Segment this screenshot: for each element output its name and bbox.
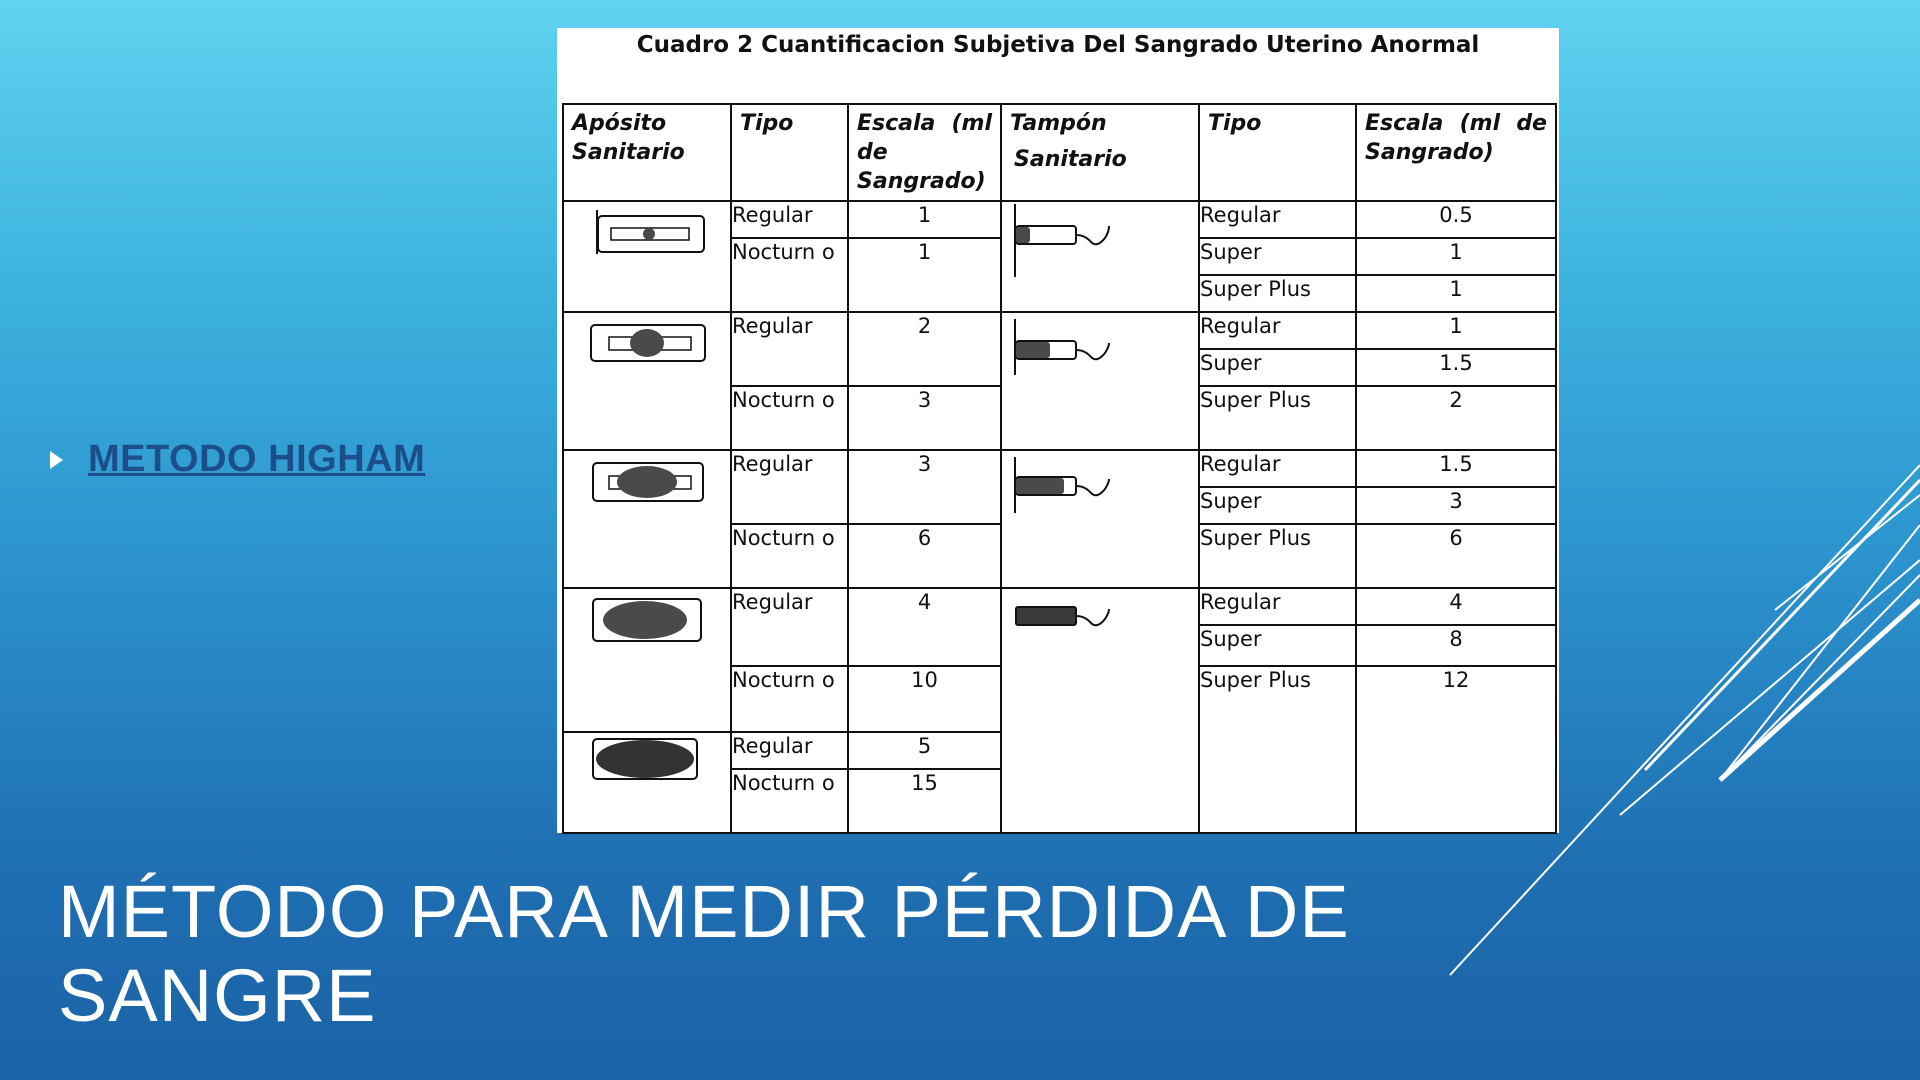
tampon-tipo-cell: Regular (1199, 312, 1356, 349)
tampon-tipo-cell: Regular (1199, 588, 1356, 625)
table-row (563, 201, 1556, 238)
tampon-ml-cell: 0.5 (1356, 201, 1556, 238)
table-row (563, 312, 1556, 349)
header-escala-pad: Escala (ml de Sangrado) (848, 104, 1001, 201)
pad-stain-full-icon (563, 732, 731, 833)
pad-tipo-cell: Regular (731, 450, 848, 524)
tampon-tipo-cell: Super (1199, 349, 1356, 386)
table-row (563, 588, 1556, 625)
pad-tipo-cell: Regular (731, 732, 848, 769)
header-tipo-pad: Tipo (731, 104, 848, 201)
table-caption: Cuadro 2 Cuantificacion Subjetiva Del Sangrado Uterino Anormal (636, 32, 1480, 58)
bullet-triangle-icon (50, 451, 63, 469)
tampon-stain-medium-icon (1001, 450, 1199, 588)
pad-tipo-cell: Nocturn o (731, 666, 848, 732)
pad-tipo-cell: Regular (731, 588, 848, 666)
slide-title-line1: MÉTODO PARA MEDIR PÉRDIDA DE (58, 870, 1350, 953)
pad-ml-cell: 3 (848, 450, 1001, 524)
tampon-tipo-cell: Super (1199, 238, 1356, 275)
tampon-ml-cell: 3 (1356, 487, 1556, 524)
pad-stain-medium-icon (563, 450, 731, 588)
tampon-ml-cell: 6 (1356, 524, 1556, 588)
tampon-tipo-cell: Super (1199, 625, 1356, 666)
tampon-tipo-cell: Super Plus (1199, 524, 1356, 588)
metodo-higham-link[interactable]: METODO HIGHAM (88, 438, 426, 480)
header-escala-tampon: Escala (ml de Sangrado) (1356, 104, 1556, 201)
pad-tipo-cell: Nocturn o (731, 769, 848, 833)
tampon-ml-cell: 1 (1356, 312, 1556, 349)
pad-stain-small-icon (563, 312, 731, 450)
pad-stain-tiny-icon (563, 201, 731, 312)
pad-ml-cell: 6 (848, 524, 1001, 588)
tampon-ml-cell: 2 (1356, 386, 1556, 450)
blood-loss-table (562, 103, 1557, 834)
tampon-tipo-cell: Super Plus (1199, 275, 1356, 312)
tampon-ml-cell: 12 (1356, 666, 1556, 833)
pad-ml-cell: 1 (848, 201, 1001, 238)
tampon-stain-small-icon (1001, 312, 1199, 450)
table-header-row (563, 104, 1556, 201)
tampon-stain-tiny-icon (1001, 201, 1199, 312)
header-tampon: Tampón Sanitario (1001, 104, 1199, 201)
tampon-ml-cell: 8 (1356, 625, 1556, 666)
tampon-ml-cell: 1 (1356, 275, 1556, 312)
pad-tipo-cell: Nocturn o (731, 524, 848, 588)
header-tipo-tampon: Tipo (1199, 104, 1356, 201)
tampon-tipo-cell: Super Plus (1199, 666, 1356, 833)
bullet-item (50, 438, 425, 481)
tampon-stain-full-icon (1001, 588, 1199, 833)
pad-ml-cell: 2 (848, 312, 1001, 386)
tampon-ml-cell: 1.5 (1356, 450, 1556, 487)
slide-title-line2: SANGRE (58, 954, 377, 1037)
pad-tipo-cell: Nocturn o (731, 386, 848, 450)
table-figure (557, 28, 1559, 833)
pad-ml-cell: 10 (848, 666, 1001, 732)
header-aposito: Apósito Sanitario (563, 104, 731, 201)
table-row (563, 450, 1556, 487)
pad-stain-large-icon (563, 588, 731, 732)
pad-ml-cell: 15 (848, 769, 1001, 833)
tampon-tipo-cell: Regular (1199, 450, 1356, 487)
tampon-tipo-cell: Super (1199, 487, 1356, 524)
tampon-tipo-cell: Regular (1199, 201, 1356, 238)
pad-tipo-cell: Nocturn o (731, 238, 848, 312)
pad-tipo-cell: Regular (731, 312, 848, 386)
pad-ml-cell: 1 (848, 238, 1001, 312)
tampon-ml-cell: 1.5 (1356, 349, 1556, 386)
pad-ml-cell: 3 (848, 386, 1001, 450)
pad-ml-cell: 4 (848, 588, 1001, 666)
slide-title (58, 870, 1358, 1038)
tampon-ml-cell: 4 (1356, 588, 1556, 625)
pad-tipo-cell: Regular (731, 201, 848, 238)
tampon-ml-cell: 1 (1356, 238, 1556, 275)
pad-ml-cell: 5 (848, 732, 1001, 769)
tampon-tipo-cell: Super Plus (1199, 386, 1356, 450)
